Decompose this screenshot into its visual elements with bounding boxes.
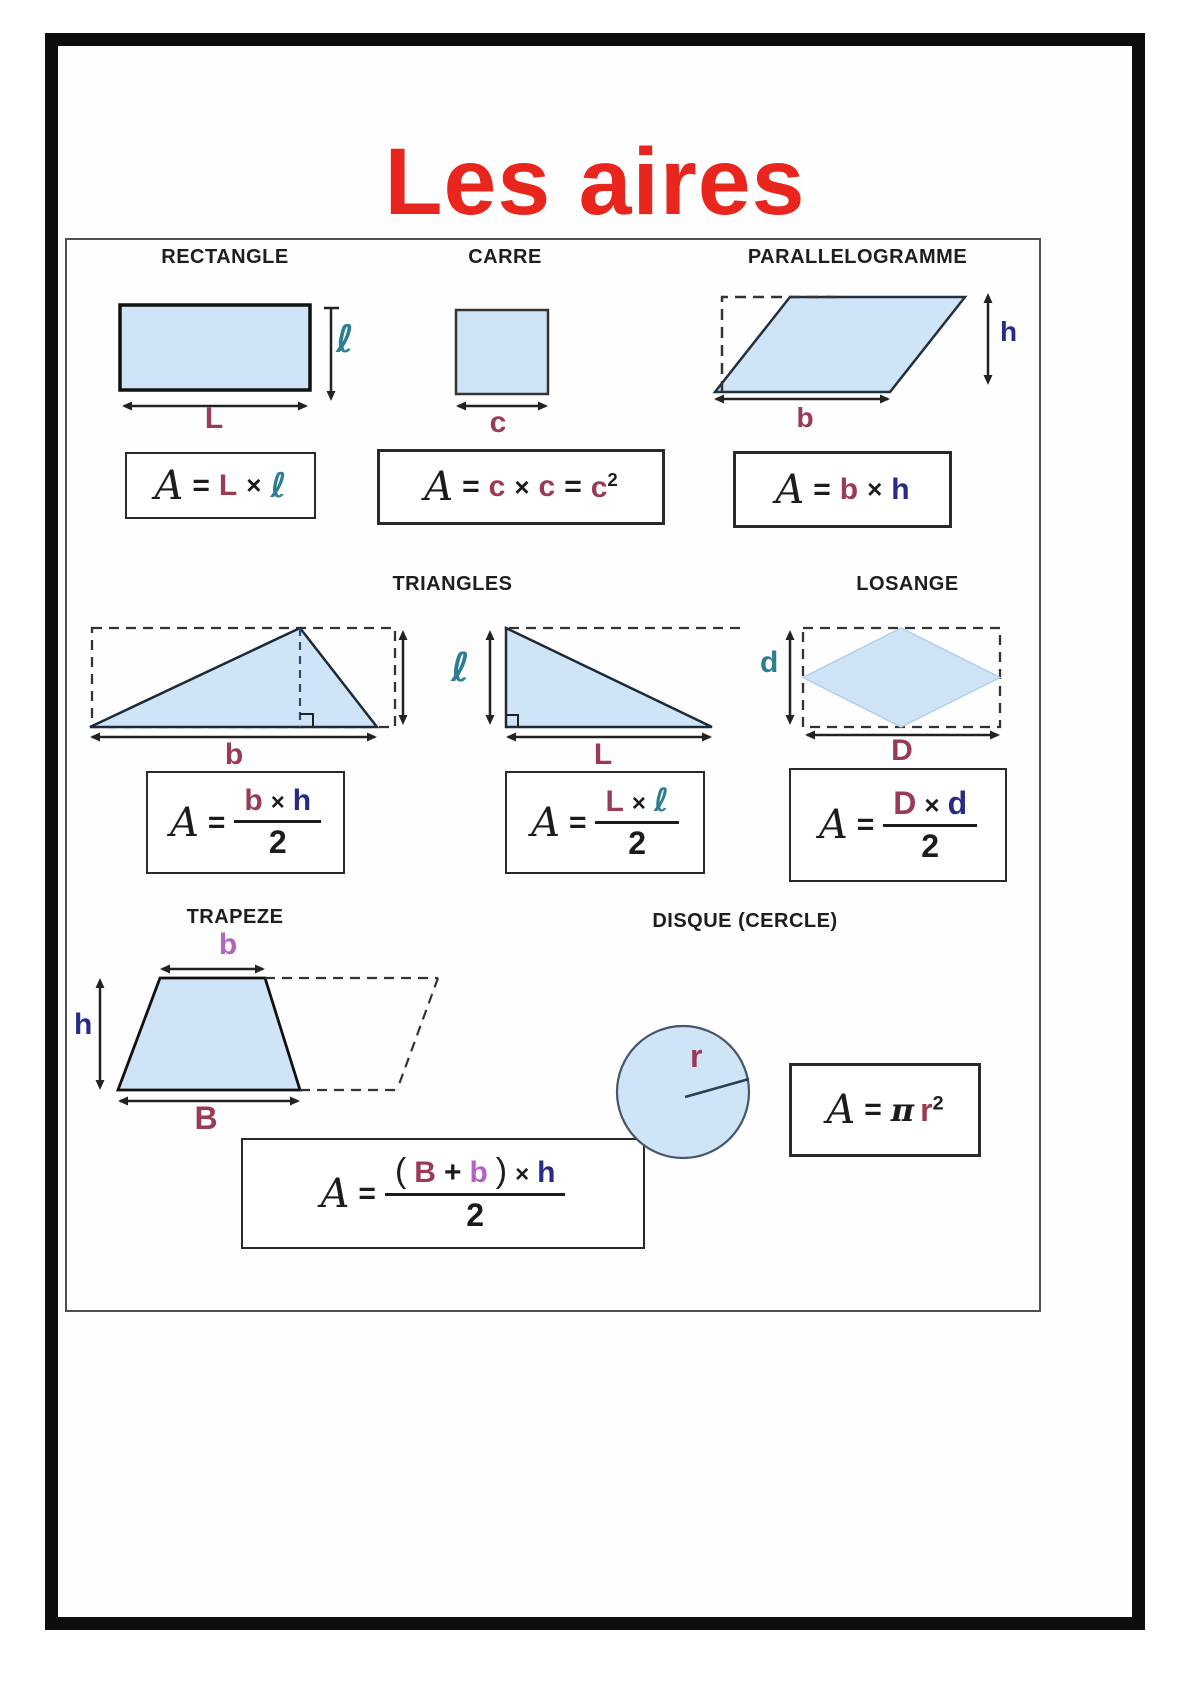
- rhombus-shape: [803, 628, 1000, 727]
- header-losange: LOSANGE: [856, 573, 959, 595]
- close-paren: ): [495, 1152, 508, 1191]
- small-diagonal-var: d: [947, 784, 968, 821]
- arrowhead: [399, 630, 408, 640]
- header-carre: CARRE: [468, 246, 542, 268]
- height-var: ℓ: [653, 781, 669, 820]
- arrowhead: [984, 293, 993, 303]
- triangle-shape: [90, 628, 377, 727]
- triangle2-base-label: L: [593, 738, 613, 771]
- arrowhead: [160, 965, 170, 974]
- arrowhead: [367, 733, 377, 742]
- radius-var: $r^2$: [920, 1091, 944, 1128]
- parallelogramme-base-label: b: [796, 402, 814, 433]
- side-var-squared: $c^2$: [590, 469, 618, 504]
- fraction: [385, 1154, 566, 1232]
- arrowhead: [702, 733, 712, 742]
- arrowhead: [298, 402, 308, 411]
- triangle2-figure: [445, 618, 765, 750]
- trapeze-height-label: h: [74, 1008, 93, 1041]
- rectangle-height-label: ℓ: [336, 317, 354, 361]
- times-sign: ×: [631, 790, 646, 818]
- side-var: c: [538, 470, 556, 503]
- plus-sign: +: [443, 1156, 462, 1190]
- arrowhead: [290, 1097, 300, 1106]
- arrowhead: [486, 715, 495, 725]
- times-sign: ×: [246, 470, 262, 500]
- arrowhead: [118, 1097, 128, 1106]
- width-var: L: [218, 468, 238, 502]
- arrowhead: [786, 630, 795, 640]
- triangle1-formula: [146, 771, 345, 874]
- parallelogramme-figure: [700, 285, 1040, 415]
- header-parallelogramme: PARALLELOGRAMME: [747, 246, 968, 268]
- times-sign: ×: [514, 471, 530, 502]
- equals-sign: =: [564, 470, 582, 503]
- carre-formula: [377, 449, 665, 525]
- denominator: 2: [921, 827, 940, 864]
- equals-sign: =: [813, 472, 831, 506]
- denominator: 2: [628, 825, 647, 861]
- rectangle-width-label: L: [204, 402, 224, 435]
- carre-side-label: c: [489, 406, 507, 439]
- losange-formula: [789, 768, 1007, 882]
- losange-small-diagonal-label: d: [760, 646, 779, 679]
- triangle-shape: [506, 628, 712, 727]
- pi-symbol: π: [890, 1091, 915, 1129]
- height-var: ℓ: [270, 465, 287, 506]
- height-var: h: [537, 1156, 556, 1190]
- area-symbol: A: [424, 464, 454, 510]
- arrowhead: [714, 395, 724, 404]
- square-shape: [456, 310, 548, 394]
- arrowhead: [255, 965, 265, 974]
- disque-formula: [789, 1063, 981, 1157]
- denominator: 2: [466, 1197, 485, 1234]
- rectangle-figure: [80, 295, 370, 421]
- header-triangles: TRIANGLES: [392, 573, 513, 595]
- equals-sign: =: [207, 805, 226, 839]
- base-var: b: [839, 472, 859, 506]
- area-symbol: A: [775, 466, 805, 513]
- header-trapeze: TRAPEZE: [186, 906, 284, 928]
- arrowhead: [327, 391, 336, 401]
- denominator: 2: [268, 823, 287, 860]
- arrowhead: [96, 1080, 105, 1090]
- times-sign: ×: [515, 1161, 530, 1189]
- arrowhead: [984, 375, 993, 385]
- trapeze-formula: [241, 1138, 645, 1249]
- arrowhead: [122, 402, 132, 411]
- base-var: b: [244, 784, 263, 818]
- area-symbol: A: [169, 799, 199, 846]
- area-symbol: A: [818, 802, 848, 848]
- header-disque: DISQUE (CERCLE): [652, 910, 838, 932]
- arrowhead: [399, 715, 408, 725]
- equals-sign: =: [462, 470, 480, 503]
- equals-sign: =: [856, 808, 875, 841]
- parallelogramme-formula: [733, 451, 952, 528]
- parallelogram-shape: [715, 297, 965, 392]
- triangle2-height-label: ℓ: [451, 645, 470, 691]
- base-var: L: [605, 785, 624, 819]
- equals-sign: =: [864, 1093, 882, 1126]
- times-sign: ×: [867, 474, 883, 504]
- trapeze-figure: [70, 928, 490, 1120]
- triangle2-formula: [505, 771, 705, 874]
- poster-title: Les aires: [384, 129, 806, 235]
- arrowhead: [456, 402, 466, 411]
- rectangle-shape: [120, 305, 310, 390]
- arrowhead: [538, 402, 548, 411]
- large-diagonal-var: D: [893, 784, 917, 821]
- trapeze-large-base-label: B: [194, 1100, 218, 1136]
- circle-shape: [617, 1026, 749, 1158]
- times-sign: ×: [924, 789, 940, 820]
- arrowhead: [786, 715, 795, 725]
- header-rectangle: RECTANGLE: [161, 246, 289, 268]
- small-base-var: b: [469, 1156, 488, 1190]
- open-paren: (: [394, 1152, 407, 1191]
- parallelogramme-height-label: h: [1000, 316, 1018, 347]
- large-base-var: B: [414, 1156, 436, 1190]
- side-var: c: [488, 470, 506, 503]
- arrowhead: [990, 731, 1000, 740]
- exponent: 2: [932, 1091, 944, 1114]
- area-symbol: A: [826, 1087, 856, 1133]
- height-var: h: [292, 784, 312, 818]
- arrowhead: [506, 733, 516, 742]
- trapeze-small-base-label: b: [218, 928, 238, 961]
- disque-radius-label: r: [690, 1038, 703, 1074]
- area-symbol: A: [154, 462, 184, 509]
- losange-figure: [755, 618, 1040, 748]
- equals-sign: =: [192, 468, 210, 502]
- fraction: [595, 781, 678, 861]
- triangle1-figure: [75, 618, 415, 750]
- trapezoid-shape: [118, 978, 300, 1090]
- losange-large-diagonal-label: D: [891, 734, 913, 767]
- arrowhead: [90, 733, 100, 742]
- times-sign: ×: [270, 789, 285, 817]
- area-symbol: A: [320, 1170, 350, 1217]
- carre-figure: [440, 300, 570, 420]
- triangle1-base-label: b: [224, 738, 244, 771]
- equals-sign: =: [358, 1176, 376, 1210]
- arrowhead: [486, 630, 495, 640]
- arrowhead: [805, 731, 815, 740]
- rectangle-formula: [125, 452, 316, 519]
- fraction: [883, 784, 977, 864]
- exponent: 2: [607, 469, 618, 490]
- area-symbol: A: [531, 799, 560, 846]
- equals-sign: =: [568, 805, 587, 839]
- arrowhead: [96, 978, 105, 988]
- arrowhead: [880, 395, 890, 404]
- fraction: [234, 785, 321, 859]
- height-var: h: [891, 472, 910, 506]
